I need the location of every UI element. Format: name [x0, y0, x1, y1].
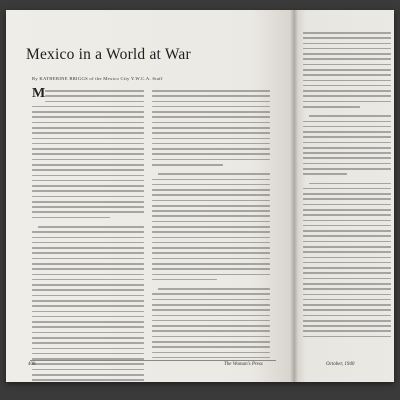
- article-byline: By KATHERINE BRIGGS of the Mexico City Y.W.C.A. Staff: [32, 76, 163, 81]
- page-gutter: [290, 10, 298, 382]
- page-number: 408: [28, 362, 36, 367]
- issue-date: October, 1940: [326, 362, 355, 367]
- text-column-1: [32, 86, 144, 384]
- drop-cap: M: [32, 86, 46, 101]
- article-title: Mexico in a World at War: [26, 46, 191, 63]
- text-column-3: [303, 32, 391, 341]
- footer-rule: [30, 360, 276, 361]
- magazine-spread: [6, 10, 394, 382]
- magazine-title: The Woman's Press: [224, 362, 263, 367]
- text-column-2: [152, 90, 270, 362]
